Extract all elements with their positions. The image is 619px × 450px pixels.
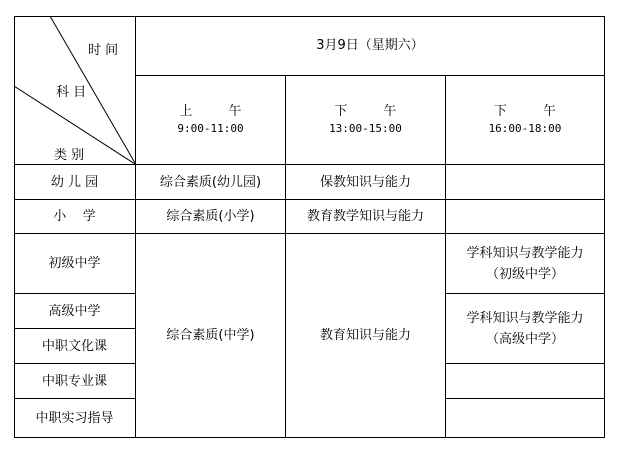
- vocational-practice-afternoon2-cell: [446, 399, 605, 438]
- corner-time-label: 时 间: [88, 43, 119, 58]
- corner-category-label: 类 别: [54, 148, 85, 163]
- session-time: 16:00-18:00: [488, 122, 562, 135]
- subject-text: 综合素质(小学): [166, 209, 255, 224]
- subject-text: 学科知识与教学能力: [466, 245, 584, 261]
- primary-morning-cell: [136, 200, 286, 234]
- primary-afternoon2-cell: [446, 200, 605, 234]
- middle-afternoon1-merged-cell: [286, 234, 446, 438]
- junior-afternoon2-cell: [446, 234, 605, 294]
- category-label: 中职实习指导: [35, 410, 114, 426]
- category-label: 中职文化课: [41, 338, 107, 354]
- category-primary: [14, 200, 136, 234]
- category-label: 高级中学: [48, 303, 101, 319]
- category-label: 中职专业课: [41, 373, 107, 389]
- category-vocational-major: [14, 364, 136, 399]
- category-senior: [14, 294, 136, 329]
- session-label: 下 午: [334, 104, 413, 119]
- category-vocational-culture: [14, 329, 136, 364]
- subject-text: 综合素质(中学): [166, 328, 255, 343]
- subject-text: 教育教学知识与能力: [306, 209, 424, 224]
- subject-text: 综合素质(幼儿园): [159, 174, 262, 190]
- category-label: 初级中学: [48, 256, 101, 271]
- primary-afternoon1-cell: [286, 200, 446, 234]
- kindergarten-morning-cell: [136, 165, 286, 200]
- category-vocational-practice: [14, 399, 136, 438]
- subject-note: （高级中学）: [485, 331, 564, 347]
- middle-morning-merged-cell: [136, 234, 286, 438]
- kindergarten-afternoon1-cell: [286, 165, 446, 200]
- subject-note: （初级中学）: [485, 266, 564, 282]
- category-junior: [14, 234, 136, 294]
- date-label: 3月9日（星期六）: [316, 38, 424, 53]
- vocational-major-afternoon2-cell: [446, 364, 605, 399]
- session-header-morning: [136, 76, 286, 165]
- category-label: 幼 儿 园: [50, 174, 99, 190]
- session-header-afternoon-2: [446, 76, 605, 165]
- session-time: 13:00-15:00: [329, 122, 402, 135]
- subject-text: 保教知识与能力: [319, 174, 411, 190]
- corner-subject-label: 科 目: [56, 85, 87, 100]
- kindergarten-afternoon2-cell: [446, 165, 605, 200]
- senior-vocational-afternoon2-cell: [446, 294, 605, 364]
- session-label: 上 午: [179, 104, 258, 119]
- session-label: 下 午: [493, 104, 573, 119]
- subject-text: 学科知识与教学能力: [466, 310, 584, 326]
- category-kindergarten: [14, 165, 136, 200]
- session-time: 9:00-11:00: [177, 122, 244, 135]
- category-label: 小 学: [53, 209, 96, 224]
- subject-text: 教育知识与能力: [319, 328, 411, 343]
- session-header-afternoon-1: [286, 76, 446, 165]
- date-header-cell: [136, 16, 605, 76]
